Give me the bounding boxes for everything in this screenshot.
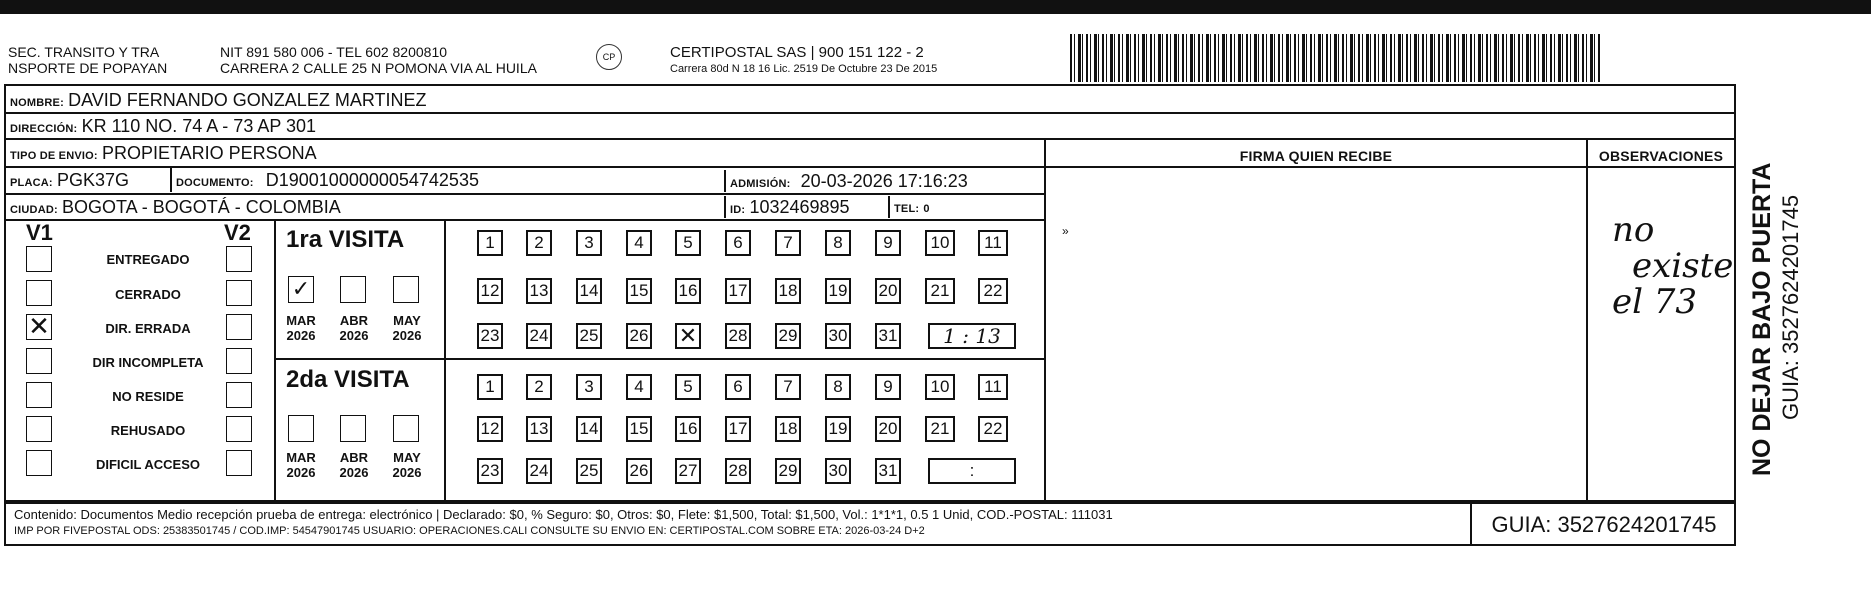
id-label: ID: <box>730 204 746 216</box>
v1-day-25[interactable]: 25 <box>576 323 602 349</box>
status-dificil-acceso: DIFICIL ACCESO <box>95 457 200 472</box>
v2-day-11[interactable]: 11 <box>978 374 1008 400</box>
v1-day-17[interactable]: 17 <box>725 278 751 304</box>
placa-value: PGK37G <box>56 170 129 190</box>
top-scan-edge <box>0 0 1871 14</box>
second-visit-mar-label: MAR 2026 <box>286 450 316 480</box>
v2-day-6[interactable]: 6 <box>725 374 751 400</box>
footer-line-1: Contenido: Documentos Medio recepción prueba de entrega: electrónico | Declarado: $0, % Seguro: $0, Otros: $0, Flete: $1,500, Total: $1,500, Vol.: 1*1*1, 0.5 1 Unid, COD.-POSTAL: 111031 <box>14 507 1113 522</box>
v2-day-30[interactable]: 30 <box>825 458 851 484</box>
v1-day-24[interactable]: 24 <box>526 323 552 349</box>
v1-day-29[interactable]: 29 <box>775 323 801 349</box>
v1-day-21[interactable]: 21 <box>925 278 955 304</box>
id-cell <box>730 195 890 219</box>
v1-day-11[interactable]: 11 <box>978 230 1008 256</box>
v1-day-13[interactable]: 13 <box>526 278 552 304</box>
v1-day-27-marked[interactable]: ✕ <box>675 323 701 349</box>
v1-day-12[interactable]: 12 <box>477 278 503 304</box>
status-rehusado: REHUSADO <box>110 423 186 438</box>
v2-day-15[interactable]: 15 <box>626 416 652 442</box>
documento-value: D19001000000054742535 <box>265 170 479 190</box>
tel-label: TEL: <box>894 203 920 215</box>
v2-day-25[interactable]: 25 <box>576 458 602 484</box>
company-name: CERTIPOSTAL SAS | 900 151 122 - 2 <box>670 44 924 61</box>
v1-check-entregado[interactable] <box>26 246 52 272</box>
v2-check-no-reside[interactable] <box>226 382 252 408</box>
first-visit-time[interactable]: 1 : 13 <box>928 323 1016 349</box>
v2-day-4[interactable]: 4 <box>626 374 652 400</box>
company-address: Carrera 80d N 18 16 Lic. 2519 De Octubre 23 De 2015 <box>670 63 938 75</box>
v2-day-18[interactable]: 18 <box>775 416 801 442</box>
v2-day-27[interactable]: 27 <box>675 458 701 484</box>
admision-value: 20-03-2026 17:16:23 <box>800 171 968 191</box>
v2-day-10[interactable]: 10 <box>925 374 955 400</box>
second-visit-month-may[interactable] <box>393 415 419 442</box>
admision-label: ADMISIÓN: <box>730 178 791 190</box>
direccion-row <box>10 114 1730 138</box>
entity-name <box>8 44 167 76</box>
certipostal-logo-icon: CP <box>596 44 622 70</box>
tel-cell <box>894 196 1040 220</box>
v2-day-31[interactable]: 31 <box>875 458 901 484</box>
ciudad-cell <box>10 195 722 219</box>
status-dir-incompleta: DIR INCOMPLETA <box>92 355 204 370</box>
v1-day-3[interactable]: 3 <box>576 230 602 256</box>
footer-text <box>14 506 1464 540</box>
status-dir-errada: DIR. ERRADA <box>105 321 191 336</box>
nombre-row <box>10 88 1730 112</box>
v1-day-8[interactable]: 8 <box>825 230 851 256</box>
v1-check-rehusado[interactable] <box>26 416 52 442</box>
v1-day-20[interactable]: 20 <box>875 278 901 304</box>
tipo-value: PROPIETARIO PERSONA <box>101 143 317 163</box>
v2-day-2[interactable]: 2 <box>526 374 552 400</box>
v2-day-3[interactable]: 3 <box>576 374 602 400</box>
company-info <box>670 44 937 75</box>
first-visit-month-abr[interactable] <box>340 276 366 303</box>
v2-label: V2 <box>224 220 251 245</box>
v2-day-17[interactable]: 17 <box>725 416 751 442</box>
v1-day-23[interactable]: 23 <box>477 323 503 349</box>
admision-cell <box>730 169 1042 193</box>
v2-day-1[interactable]: 1 <box>477 374 503 400</box>
direccion-value: KR 110 NO. 74 A - 73 AP 301 <box>81 116 317 136</box>
v1-day-31[interactable]: 31 <box>875 323 901 349</box>
barcode <box>1070 34 1600 82</box>
v1-check-dir-incompleta[interactable] <box>26 348 52 374</box>
side-guia-number: GUIA: 3527624201745 <box>1778 194 1803 420</box>
v1-day-10[interactable]: 10 <box>925 230 955 256</box>
obs-hand-line-3: el 73 <box>1612 282 1698 322</box>
entity-line-1: SEC. TRANSITO Y TRA <box>8 44 160 60</box>
v1-day-19[interactable]: 19 <box>825 278 851 304</box>
v1-day-4[interactable]: 4 <box>626 230 652 256</box>
nombre-label: NOMBRE: <box>10 97 64 109</box>
ciudad-value: BOGOTA - BOGOTÁ - COLOMBIA <box>62 197 341 217</box>
v1-day-22[interactable]: 22 <box>978 278 1008 304</box>
v2-check-dificil-acceso[interactable] <box>226 450 252 476</box>
second-visit-time[interactable]: : <box>928 458 1016 484</box>
firma-label: FIRMA QUIEN RECIBE <box>1239 148 1393 164</box>
footer-line-2: IMP POR FIVEPOSTAL ODS: 25383501745 / COD.IMP: 54547901745 USUARIO: OPERACIONES.CALI CONSULTE SU ENVIO EN: CERTIPOSTAL.COM SOBRE ETA: 2026-03-24 D+2 <box>14 525 925 537</box>
v2-check-cerrado[interactable] <box>226 280 252 306</box>
observaciones-label: OBSERVACIONES <box>1598 148 1724 164</box>
v1-check-dificil-acceso[interactable] <box>26 450 52 476</box>
v1-day-30[interactable]: 30 <box>825 323 851 349</box>
status-cerrado: CERRADO <box>115 287 181 302</box>
v1-day-18[interactable]: 18 <box>775 278 801 304</box>
direccion-label: DIRECCIÓN: <box>10 123 78 135</box>
firma-mark: » <box>1062 224 1069 238</box>
id-value: 1032469895 <box>749 197 850 217</box>
v2-day-14[interactable]: 14 <box>576 416 602 442</box>
second-visit-month-abr[interactable] <box>340 415 366 442</box>
tipo-label: TIPO DE ENVIO: <box>10 150 98 162</box>
obs-hand-line-1: no <box>1612 210 1655 250</box>
v1-day-15[interactable]: 15 <box>626 278 652 304</box>
v2-day-24[interactable]: 24 <box>526 458 552 484</box>
tel-value: 0 <box>923 203 930 215</box>
first-visit-month-may[interactable] <box>393 276 419 303</box>
v2-day-5[interactable]: 5 <box>675 374 701 400</box>
documento-label: DOCUMENTO: <box>176 177 254 189</box>
obs-hand-line-2: existe <box>1632 246 1734 286</box>
guia-number: GUIA: 3527624201745 <box>1491 512 1717 537</box>
documento-cell <box>176 168 722 192</box>
v1-day-26[interactable]: 26 <box>626 323 652 349</box>
v1-check-cerrado[interactable] <box>26 280 52 306</box>
v2-day-28[interactable]: 28 <box>725 458 751 484</box>
v2-day-12[interactable]: 12 <box>477 416 503 442</box>
v2-day-8[interactable]: 8 <box>825 374 851 400</box>
status-no-reside: NO RESIDE <box>112 389 184 404</box>
v1-day-14[interactable]: 14 <box>576 278 602 304</box>
v1-day-6[interactable]: 6 <box>725 230 751 256</box>
v2-day-26[interactable]: 26 <box>626 458 652 484</box>
v2-check-dir-errada[interactable] <box>226 314 252 340</box>
nombre-value: DAVID FERNANDO GONZALEZ MARTINEZ <box>68 90 427 110</box>
tipo-row <box>10 141 1040 165</box>
v2-check-dir-incompleta[interactable] <box>226 348 252 374</box>
v2-check-rehusado[interactable] <box>226 416 252 442</box>
v2-day-20[interactable]: 20 <box>875 416 901 442</box>
v2-day-21[interactable]: 21 <box>925 416 955 442</box>
status-entregado: ENTREGADO <box>106 252 190 267</box>
v2-day-23[interactable]: 23 <box>477 458 503 484</box>
second-visit-abr-label: ABR 2026 <box>339 450 369 480</box>
v2-day-29[interactable]: 29 <box>775 458 801 484</box>
first-visit-abr-label: ABR 2026 <box>339 313 369 343</box>
second-visit-month-mar[interactable] <box>288 415 314 442</box>
placa-cell <box>10 168 168 192</box>
v1-check-dir-errada[interactable]: ✕ <box>26 314 52 340</box>
first-visit-title: 1ra VISITA <box>286 226 405 253</box>
v2-day-7[interactable]: 7 <box>775 374 801 400</box>
v2-check-entregado[interactable] <box>226 246 252 272</box>
first-visit-month-mar[interactable]: ✓ <box>288 276 314 303</box>
observaciones-handwriting <box>1612 212 1733 320</box>
no-dejar-bajo-puerta: NO DEJAR BAJO PUERTA <box>1748 162 1776 476</box>
entity-contact <box>220 44 537 76</box>
first-visit-may-label: MAY 2026 <box>392 313 422 343</box>
v1-label: V1 <box>26 220 53 245</box>
v2-day-19[interactable]: 19 <box>825 416 851 442</box>
v1-day-5[interactable]: 5 <box>675 230 701 256</box>
ciudad-label: CIUDAD: <box>10 204 58 216</box>
v2-day-16[interactable]: 16 <box>675 416 701 442</box>
v2-day-22[interactable]: 22 <box>978 416 1008 442</box>
v1-check-no-reside[interactable] <box>26 382 52 408</box>
second-visit-title: 2da VISITA <box>286 366 410 393</box>
v1-day-7[interactable]: 7 <box>775 230 801 256</box>
entity-line-2: NSPORTE DE POPAYAN <box>8 60 168 76</box>
v2-day-13[interactable]: 13 <box>526 416 552 442</box>
entity-address: CARRERA 2 CALLE 25 N POMONA VIA AL HUILA <box>220 60 537 76</box>
first-visit-mar-label: MAR 2026 <box>286 313 316 343</box>
v1-day-28[interactable]: 28 <box>725 323 751 349</box>
second-visit-may-label: MAY 2026 <box>392 450 422 480</box>
v1-day-9[interactable]: 9 <box>875 230 901 256</box>
v2-day-9[interactable]: 9 <box>875 374 901 400</box>
v1-day-1[interactable]: 1 <box>477 230 503 256</box>
v1-day-2[interactable]: 2 <box>526 230 552 256</box>
entity-nit: NIT 891 580 006 - TEL 602 8200810 <box>220 44 448 60</box>
v1-day-16[interactable]: 16 <box>675 278 701 304</box>
placa-label: PLACA: <box>10 177 53 189</box>
